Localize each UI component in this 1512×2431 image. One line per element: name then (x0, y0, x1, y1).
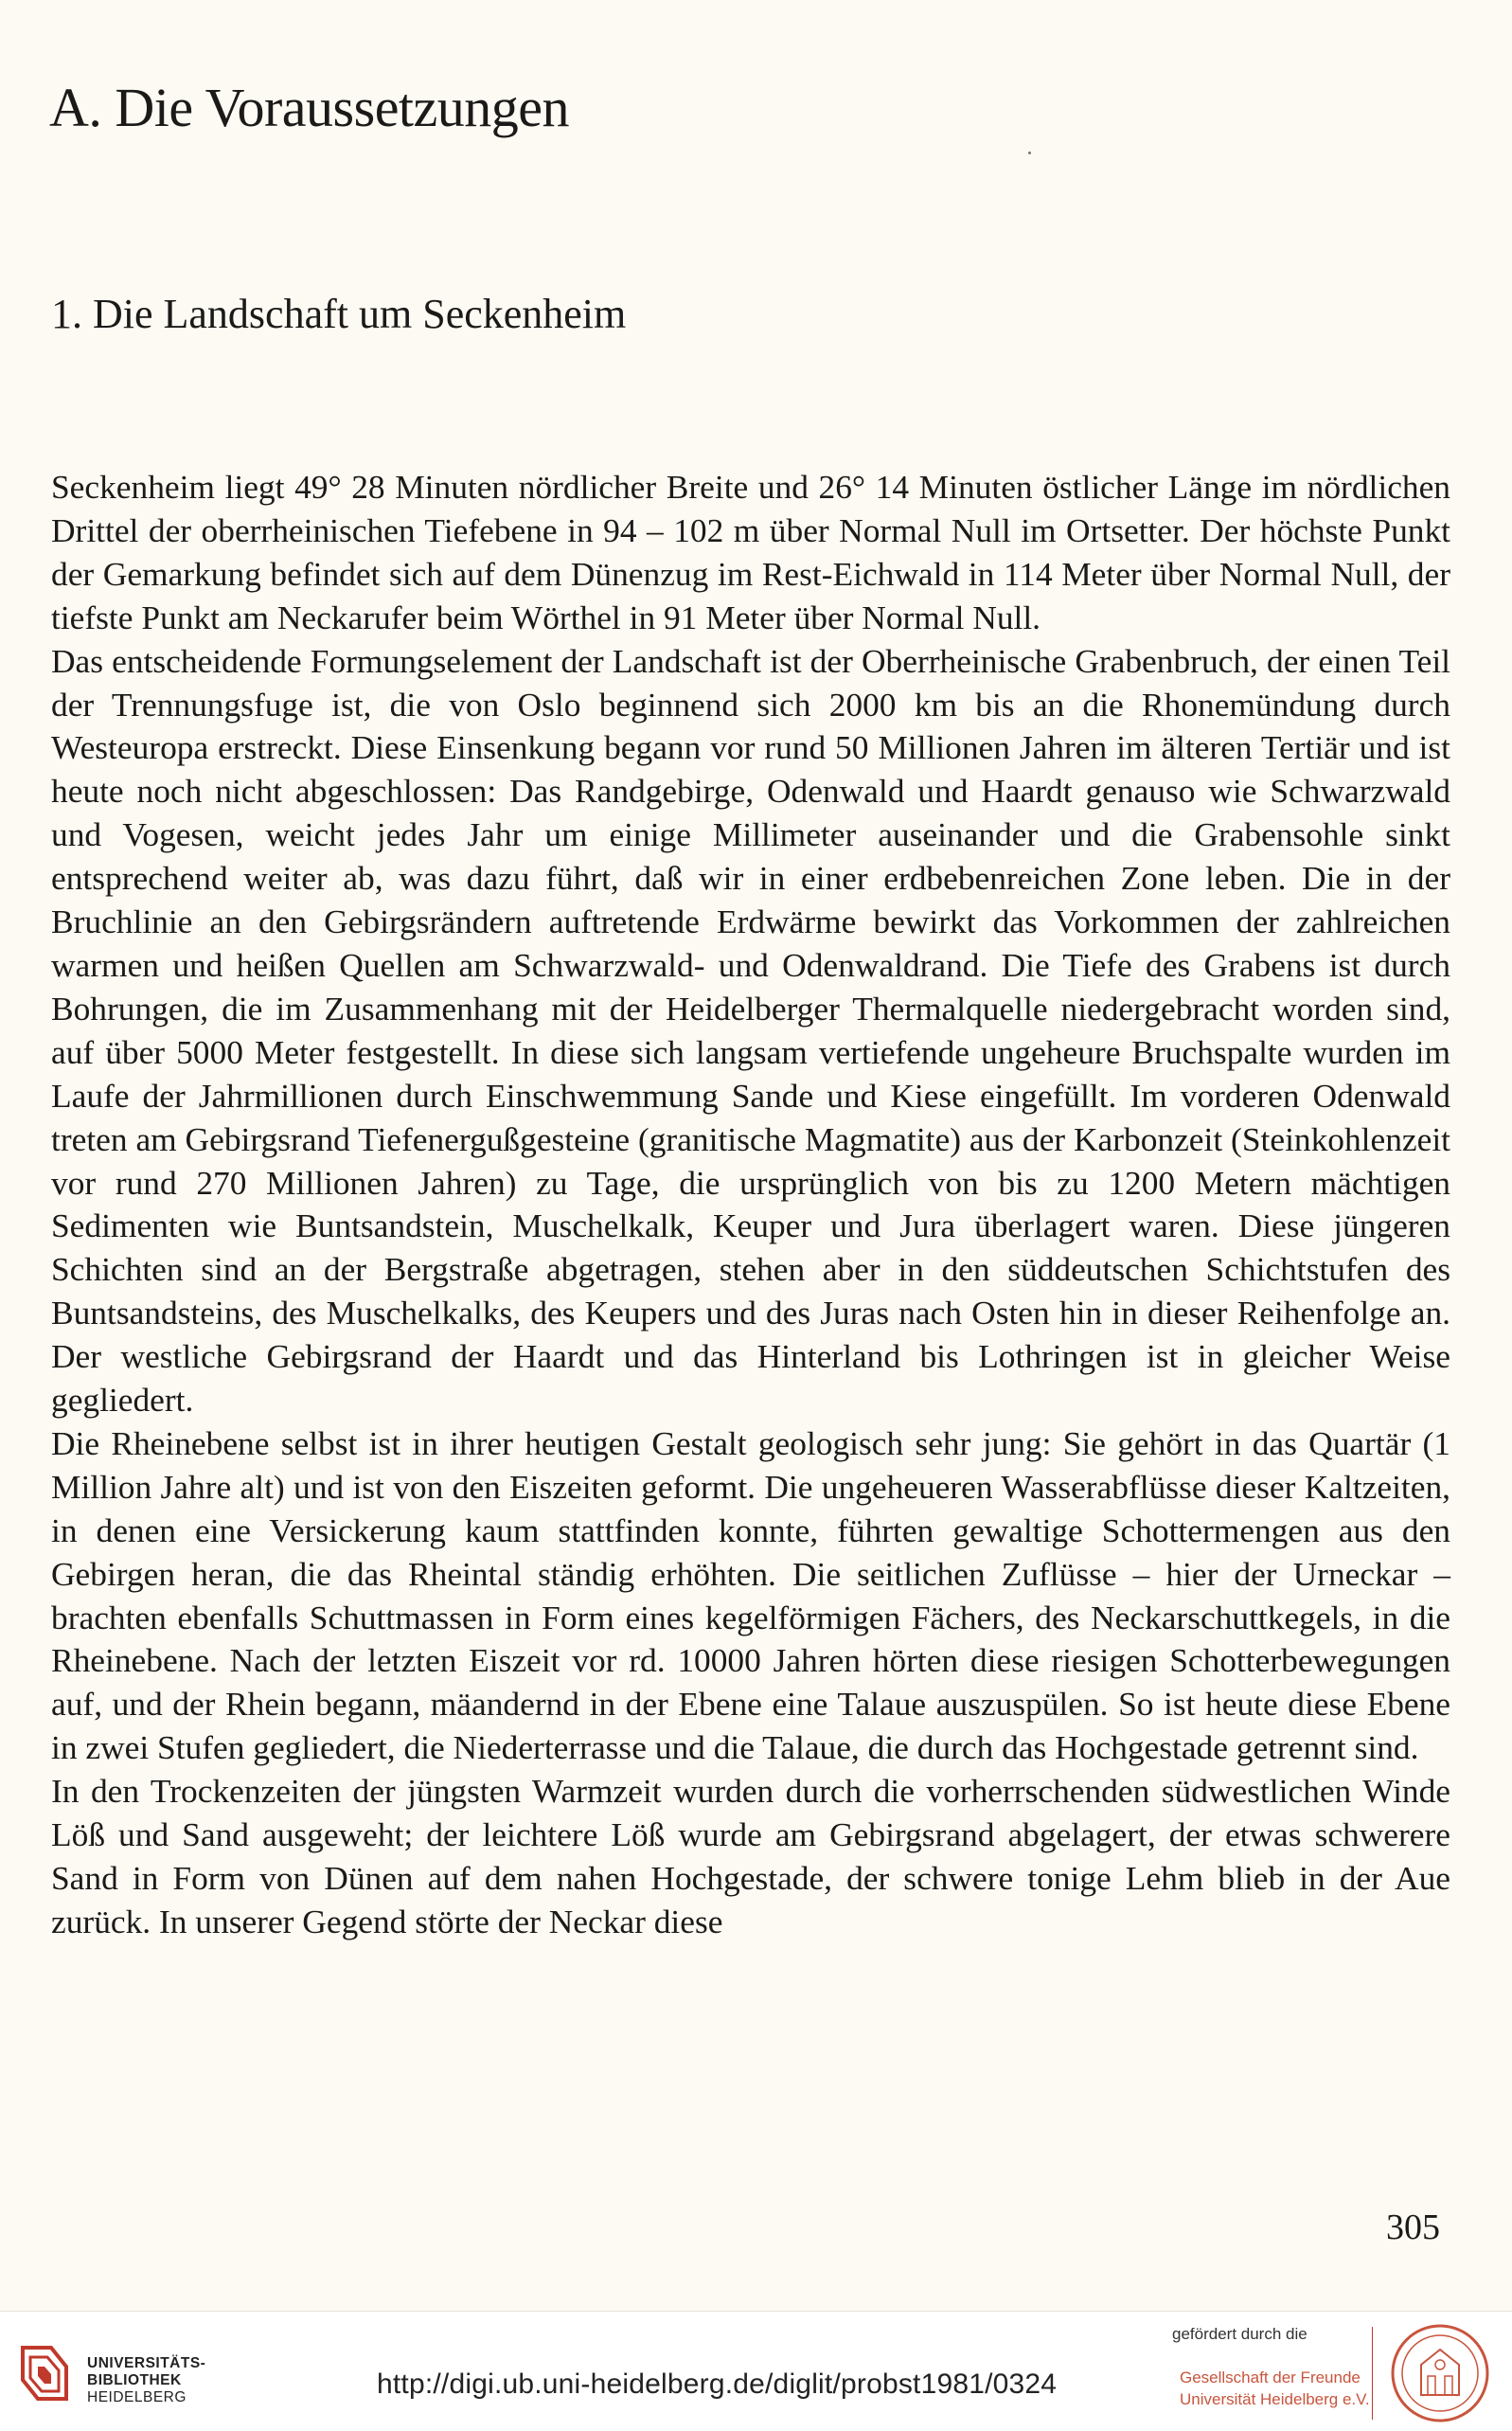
university-library-logo-icon (15, 2340, 74, 2406)
paragraph: Seckenheim liegt 49° 28 Minuten nördlicher Breite und 26° 14 Minuten östlicher Länge im nördlichen Drittel der oberrheinischen Tiefebene in 94 – 102 m über Normal Null im Ortsetter. Der höchste Punkt der Gemarkung befindet sich auf dem Dünenzug im Rest-Eichwald in 114 Meter über Normal Null, der tiefste Punkt am Neckarufer beim Wörthel in 91 Meter über Normal Null. (51, 468, 1450, 636)
scan-speck (1028, 152, 1031, 154)
logo-line: HEIDELBERG (87, 2389, 187, 2405)
paragraph: Die Rheinebene selbst ist in ihrer heutigen Gestalt geologisch sehr jung: Sie gehört in das Quartär (1 Million Jahre alt) und ist von den Eiszeiten geformt. Die ungeheueren Wasserabflüsse dieser Kaltzeiten, in denen eine Versickerung kaum stattfinden konnte, führten gewaltige Schottermengen aus den Gebirgen heran, die das Rheintal ständig erhöhten. Die seitlichen Zuflüsse – hier der Urneckar – brachten ebenfalls Schuttmassen in Form eines kegelförmigen Fächers, des Neckarschuttkegels, in die Rheinebene. Nach der letzten Eiszeit vor rd. 10000 Jahren hörten diese riesigen Schotterbewegungen auf, und der Rhein begann, mäandernd in der Ebene eine Talaue auszuspülen. So ist heute diese Ebene in zwei Stufen gegliedert, die Niederterrasse und die Talaue, die durch das Hochgestade getrennt sind. (51, 1423, 1450, 1767)
sponsor-label: gefördert durch die (1172, 2325, 1307, 2343)
body-text (51, 466, 1450, 1944)
permalink-url[interactable]: http://digi.ub.uni-heidelberg.de/diglit/probst1981/0324 (377, 2368, 1058, 2400)
footer-bar (0, 2311, 1512, 2431)
university-seal-icon (1388, 2321, 1492, 2425)
sponsor-line-text: Universität Heidelberg e.V. (1180, 2390, 1370, 2408)
paragraph: Das entscheidende Formungselement der Landschaft ist der Oberrheinische Grabenbruch, der einen Teil der Trennungsfuge ist, die von Oslo beginnend sich 2000 km bis an die Rhonemündung durch Westeuropa erstreckt. Diese Einsenkung begann vor rund 50 Millionen Jahren im älteren Tertiär und ist heute noch nicht abgeschlossen: Das Randgebirge, Odenwald und Haardt genauso wie Schwarzwald und Vogesen, weicht jedes Jahr um einige Millimeter auseinander und die Grabensohle sinkt entsprechend weiter ab, was dazu führt, daß wir in einer erdbebenreichen Zone leben. Die in der Bruchlinie an den Gebirgsrändern auftretende Erdwärme bewirkt das Vorkommen der zahlreichen warmen und heißen Quellen am Schwarzwald- und Odenwaldrand. Die Tiefe des Grabens ist durch Bohrungen, die im Zusammenhang mit der Heidelberger Thermalquelle niedergebracht worden sind, auf über 5000 Meter festgestellt. In diese sich langsam vertiefende ungeheure Bruchspalte wurden im Laufe der Jahrmillionen durch Einschwemmung Sande und Kiese eingefüllt. Im vorderen Odenwald treten am Gebirgsrand Tiefenergußgesteine (granitische Magmatite) aus der Karbonzeit (Steinkohlenzeit vor rund 270 Millionen Jahren) zu Tage, die ursprünglich von bis zu 1200 Metern mächtigen Sedimenten wie Buntsandstein, Muschelkalk, Keuper und Jura überlagert waren. Diese jüngeren Schichten sind an der Bergstraße abgetragen, stehen aber in den süddeutschen Schichtstufen des Buntsandsteins, des Muschelkalks, des Keupers und des Juras nach Osten hin in dieser Reihenfolge an. Der westliche Gebirgsrand der Haardt und das Hinterland bis Lothringen ist in gleicher Weise gegliedert. (51, 641, 1450, 1420)
sponsor-name (1180, 2367, 1370, 2410)
sponsor-line-text: Gesellschaft der Freunde (1180, 2368, 1361, 2386)
sponsor-divider (1372, 2327, 1373, 2420)
chapter-title: A. Die Voraussetzungen (49, 77, 570, 138)
paragraph: In den Trockenzeiten der jüngsten Warmzeit wurden durch die vorherrschenden südwestlichen Winde Löß und Sand ausgeweht; der leichtere Löß wurde am Gebirgsrand abgelagert, der etwas schwerere Sand in Form von Dünen auf dem nahen Hochgestade, der schwere tonige Lehm blieb in der Aue zurück. In unserer Gegend störte der Neckar diese (51, 1772, 1450, 1940)
page-number: 305 (1386, 2208, 1440, 2247)
logo-line: BIBLIOTHEK (87, 2372, 182, 2388)
logo-line: UNIVERSITÄTS- (87, 2355, 206, 2371)
university-library-logo-text (87, 2355, 205, 2406)
section-title: 1. Die Landschaft um Seckenheim (51, 291, 627, 337)
